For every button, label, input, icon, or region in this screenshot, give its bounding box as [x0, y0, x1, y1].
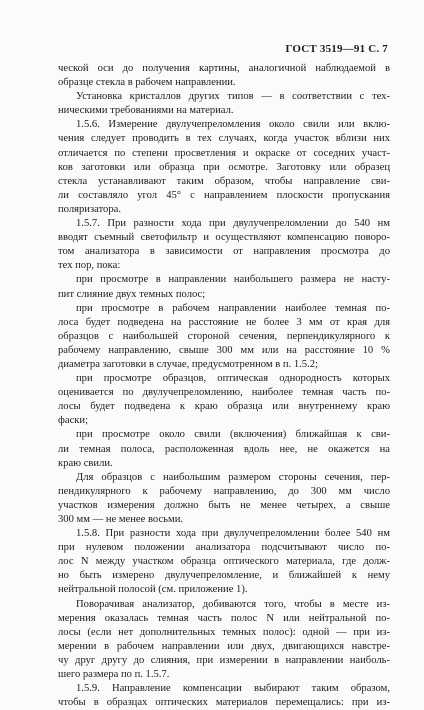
- text-line: 1.5.8. При разности хода при двулучепреломлении более 540 нм: [76, 528, 390, 540]
- text-line: 1.5.6. Измерение двулучепреломления около свили или вклю-: [76, 119, 390, 131]
- text-line: лосы (если нет дополнительных темных полос): одной — при из-: [58, 626, 390, 638]
- text-line: вводят съемный светофильтр и осуществляют компенсацию поворо-: [58, 232, 390, 244]
- page-header: ГОСТ 3519—91 С. 7: [285, 43, 388, 55]
- text-line: ков заготовки или образца при осмотре. Заготовку или образец: [58, 161, 390, 173]
- text-line: Установка кристаллов других типов — в соответствии с тех-: [76, 91, 390, 103]
- text-line: 300 мм — не менее восьми.: [58, 514, 184, 525]
- text-line: шего размера по п. 1.5.7.: [58, 669, 170, 681]
- text-line: при просмотре в направлении наибольшего размера не насту-: [76, 274, 390, 286]
- text-line: том анализатора в зависимости от направления просмотра до: [58, 246, 390, 258]
- text-line: нейтральной полосой (см. приложение 1).: [58, 584, 248, 596]
- text-line: ли составляло угол 45° с направлением плоскости пропускания: [58, 189, 390, 201]
- text-line: при просмотре образцов, оптическая однородность которых: [76, 373, 390, 385]
- text-line: чу друг другу до слияния, при измерении в направлении наиболь-: [58, 654, 390, 666]
- text-line: Поворачивая анализатор, добиваются того, чтобы в месте из-: [76, 598, 390, 610]
- text-line: фаски;: [58, 415, 89, 427]
- text-line: пит слияние двух темных полос;: [58, 288, 206, 300]
- text-line: лосы будет подведена к краю образца или внутреннему краю: [58, 401, 390, 413]
- text-line: Для образцов с наибольшим размером стороны сечения, пер-: [76, 471, 390, 483]
- text-line: при нулевом положении анализатора подсчитывают число по-: [58, 542, 390, 554]
- text-line: ли темная полоса, расположенная вдоль нее, не окажется на: [58, 443, 390, 455]
- text-line: при просмотре в рабочем направлении наиболее темная по-: [76, 302, 390, 314]
- text-line: краю свили.: [58, 457, 113, 469]
- text-line: при просмотре около свили (включения) ближайшая к сви-: [76, 429, 390, 441]
- text-line: тех пор, пока:: [58, 260, 121, 272]
- text-line: отличается по степени просветления и окраске от соседних участ-: [58, 147, 390, 159]
- text-line: образце стекла в рабочем направлении.: [58, 77, 236, 89]
- text-line: мерении в рабочем направлении или двух, двигающихся навстре-: [58, 640, 390, 652]
- text-line: стекла устанавливают таким образом, чтобы направление сви-: [58, 175, 390, 187]
- text-line: участков измерения должно быть не менее четырех, а свыше: [58, 499, 390, 511]
- text-line: 1.5.7. При разности хода при двулучепреломлении до 540 нм: [76, 218, 390, 230]
- text-line: лос N между участком образца оптического материала, где долж-: [58, 556, 390, 568]
- text-line: оценивается по двулучепреломлению, наиболее темная часть по-: [58, 387, 390, 399]
- text-line: но быть измерено двулучепреломление, и ближайшей к нему: [58, 570, 390, 582]
- text-line: чения следует проводить в тех случаях, когда участок вблизи них: [58, 133, 390, 145]
- text-line: мерения оказалась темная часть полос N или нейтральной по-: [58, 612, 390, 624]
- document-body: [58, 62, 390, 710]
- text-line: ческой оси до получения картины, аналогичной наблюдаемой в: [58, 63, 390, 74]
- text-line: рабочему направлению, свыше 300 мм или на расстояние 10 %: [58, 344, 390, 356]
- text-line: лоса будет подведена на расстояние не более 3 мм от края для: [58, 316, 390, 328]
- text-line: поляризатора.: [58, 203, 121, 215]
- text-line: 1.5.9. Направление компенсации выбирают таким образом,: [76, 683, 390, 695]
- text-line: образцов с наибольшей стороной сечения, перпендикулярного к: [58, 330, 390, 342]
- text-line: диаметра заготовки в случае, предусмотренном в п. 1.5.2;: [58, 358, 318, 370]
- text-line: ническими требованиями на материал.: [58, 105, 234, 117]
- text-line: чтобы в образцах оптических материалов перемещались: при из-: [58, 697, 390, 709]
- text-line: пендикулярного к рабочему направлению, до 300 мм число: [58, 485, 390, 497]
